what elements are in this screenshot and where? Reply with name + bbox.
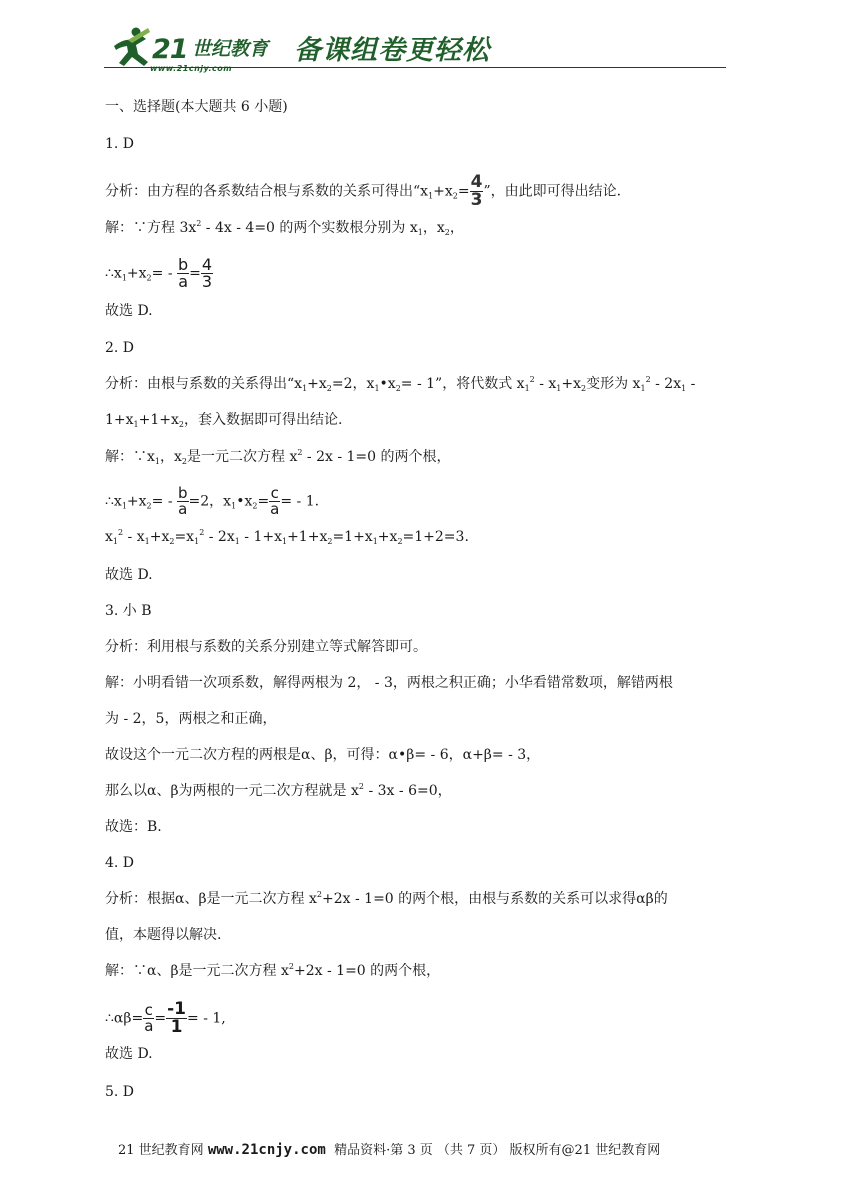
- fraction: $\frac{4}{3}$: [470, 172, 483, 210]
- fraction: $\frac{b}{a}$: [178, 255, 189, 291]
- q4-conclusion: 故选 D.: [105, 1046, 153, 1062]
- page-header: [104, 14, 726, 74]
- fraction: $\frac{4}{3}$: [201, 255, 213, 291]
- fraction: $\frac{c}{a}$: [270, 484, 280, 518]
- q1-answer: 1. D: [105, 136, 135, 152]
- q4-analysis-line2: 值，本题得以解决.: [105, 927, 222, 943]
- fraction: $\frac{c}{a}$: [144, 1001, 154, 1035]
- q4-solution: 解：∵α、β是一元二次方程 $x^2+2x - 1=0$ 的两个根，: [105, 962, 441, 979]
- runner-logo-icon: [108, 26, 152, 70]
- q2-solution: 解：$\because x_1$，$x_2$是一元二次方程 $x^2 - 2x - 1=0$ 的两个根，: [105, 448, 451, 466]
- footer-url: www.21cnjy.com: [207, 1142, 326, 1158]
- q3-solution-line1: 解：小明看错一次项系数，解得两根为 2， - 3，两根之积正确；小华看错常数项，解错两根: [105, 675, 673, 691]
- q2-analysis-line1: 分析：由根与系数的关系得出“$x_1+x_2=2$，$x_1•x_2= - 1$”，将代数式 $x_1^2 - x_1+x_2$变形为 $x_1^2 - 2x_1$ -: [105, 375, 696, 393]
- q1-analysis: 分析：由方程的各系数结合根与系数的关系可得出“$x_1+x_2=$ $\frac{4}{3}$ ”，由此即可得出结论.: [105, 172, 622, 210]
- q3-solution-line2: 为 - 2，5，两根之和正确，: [105, 711, 277, 727]
- q3-answer: 3. 小 B: [105, 603, 152, 619]
- q1-therefore: $\therefore x_1+x_2=$ - $\frac{b}{a}$ = $\frac{4}{3}$: [105, 255, 213, 291]
- q5-answer: 5. D: [105, 1084, 135, 1100]
- page-footer: 21 世纪教育网 www.21cnjy.com 精品资料·第 3 页 （共 7 页） 版权所有@21 世纪教育网: [118, 1142, 661, 1158]
- section-title: 一、选择题(本大题共 6 小题): [105, 99, 288, 115]
- header-divider: [104, 67, 726, 68]
- q4-analysis-line1: 分析：根据α、β是一元二次方程 $x^2+2x - 1=0$ 的两个根，由根与系数的关系可以求得αβ的: [105, 890, 668, 907]
- q1-solution: 解：∵方程 $3x^2 - 4x - 4=0$ 的两个实数根分别为 $x_1$，$x_2$，: [105, 219, 464, 237]
- header-slogan: 备课组卷更轻松: [294, 35, 490, 66]
- logo-name: 世纪教育: [192, 38, 269, 60]
- q3-conclusion: 故选：B.: [105, 819, 162, 835]
- q1-conclusion: 故选 D.: [105, 303, 153, 319]
- q3-analysis: 分析：利用根与系数的关系分别建立等式解答即可。: [105, 639, 427, 655]
- q4-therefore: ∴αβ= $\frac{c}{a}$ = $\frac{-1}{1}$ = - 1,: [105, 999, 226, 1037]
- logo-number: 21: [152, 34, 188, 65]
- q2-answer: 2. D: [105, 340, 135, 356]
- q2-therefore: $\therefore x_1+x_2=$ - $\frac{b}{a}$ =2，$x_1•x_2=$ $\frac{c}{a}$ = - 1.: [105, 484, 320, 518]
- fraction: $\frac{b}{a}$: [178, 484, 188, 518]
- q2-conclusion: 故选 D.: [105, 567, 153, 583]
- q2-analysis-line2: $1+x_1+1+x_2$，套入数据即可得出结论.: [105, 412, 343, 429]
- q2-calculation: $x_1^2 - x_1+x_2=x_1^2 - 2x_1 - 1+x_1+1+x_2=1+x_1+x_2=1+2=3$.: [105, 528, 469, 546]
- logo-url: www.21cnjy.com: [150, 64, 233, 73]
- q3-solution-line4: 那么以α、β为两根的一元二次方程就是 $x^2 - 3x - 6=0$，: [105, 782, 452, 799]
- q3-solution-line3: 故设这个一元二次方程的两根是α、β，可得：α•β= - 6，α+β= - 3，: [105, 747, 541, 763]
- fraction: $\frac{-1}{1}$: [167, 999, 187, 1037]
- q4-answer: 4. D: [105, 855, 135, 871]
